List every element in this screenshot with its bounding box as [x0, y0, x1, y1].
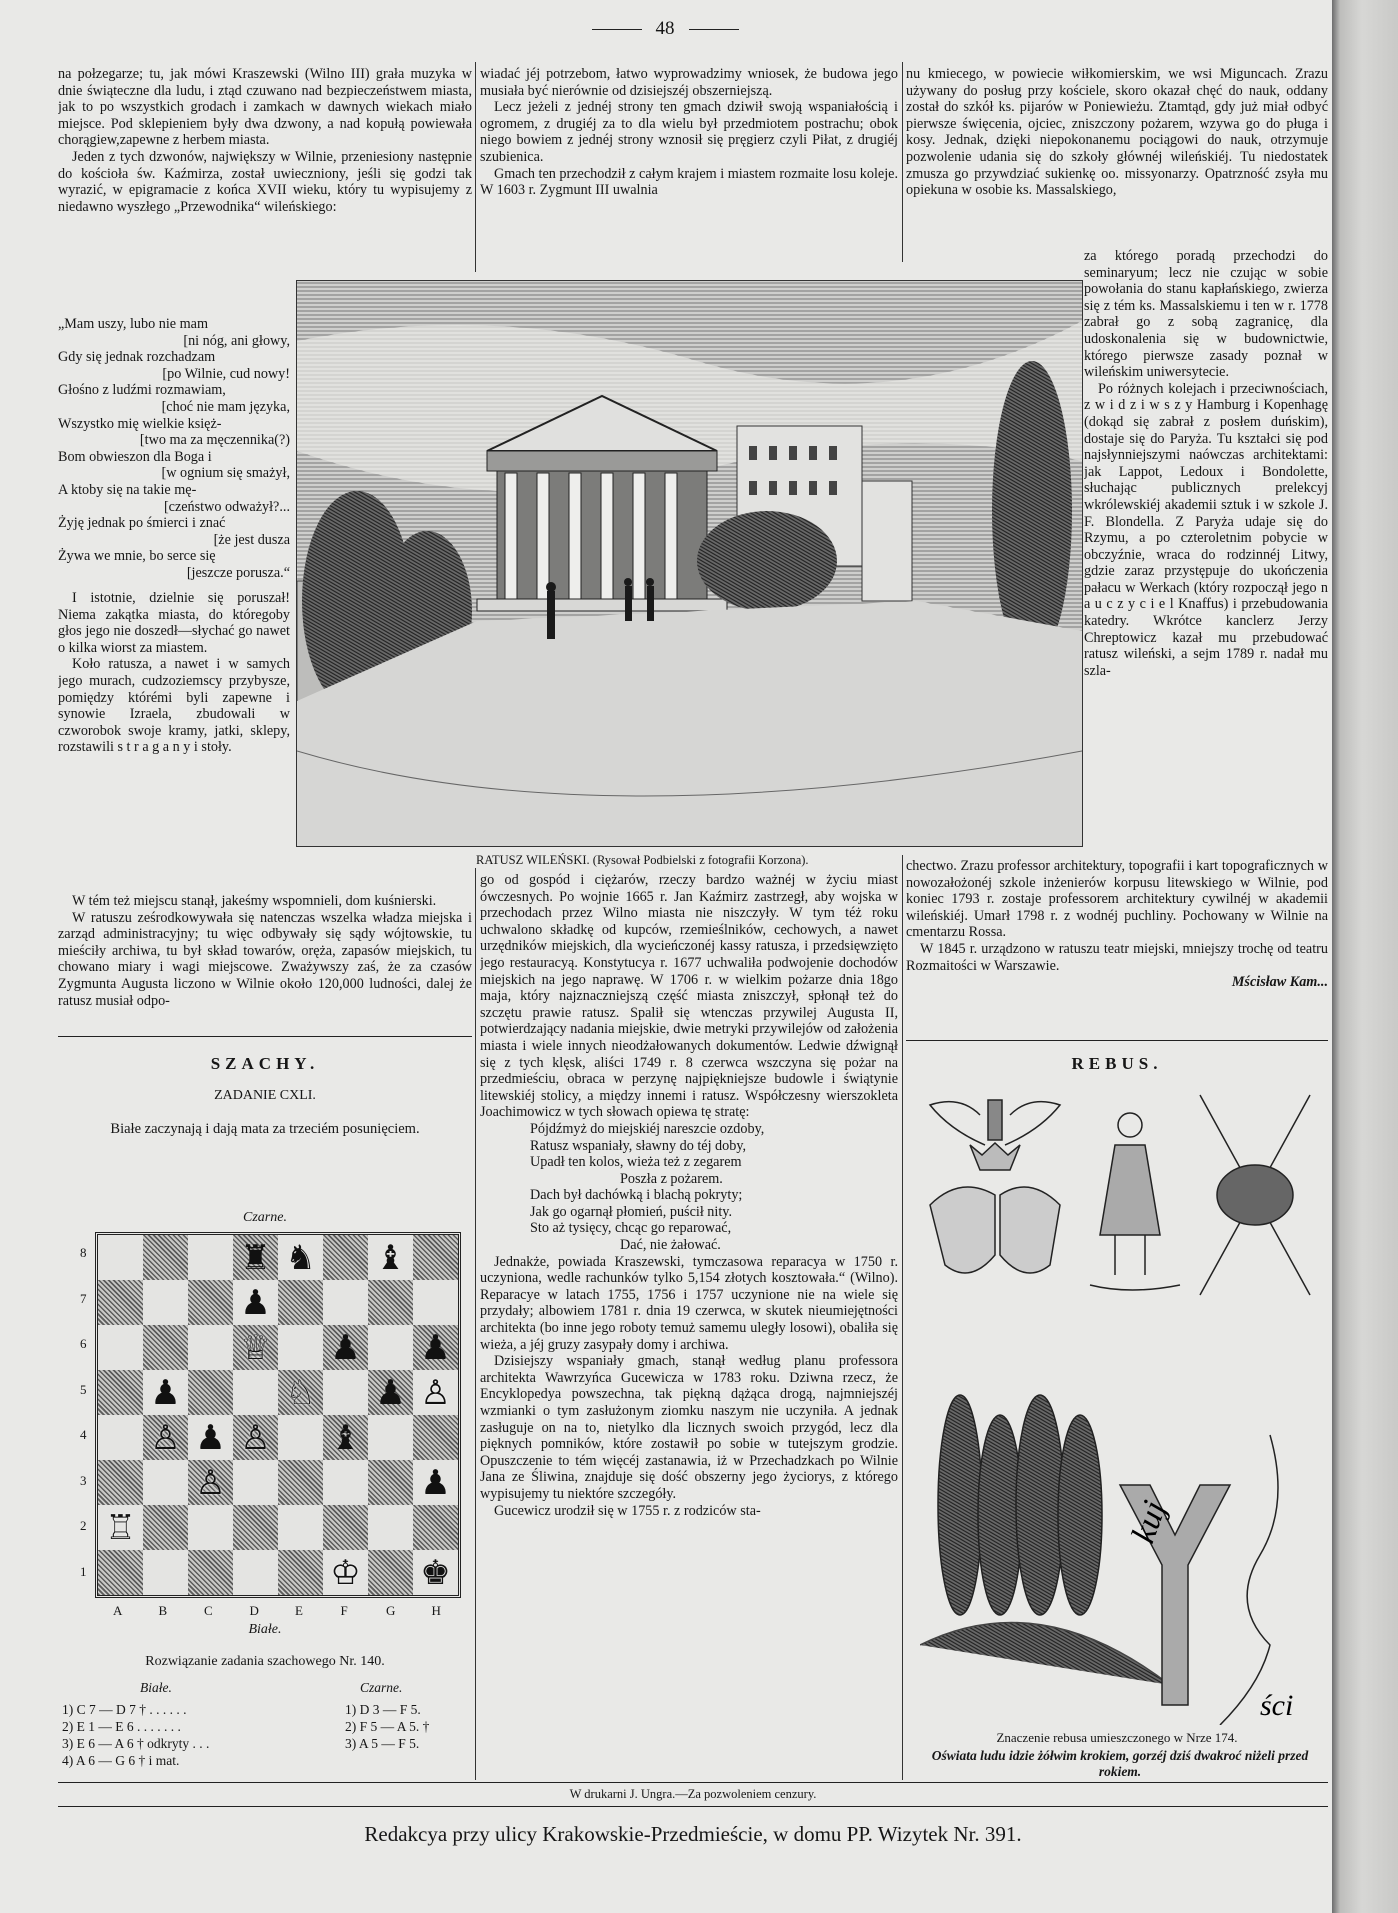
file-label: D — [249, 1603, 259, 1618]
rebus-title: REBUS. — [1071, 1054, 1163, 1073]
poem-line: Ratusz wspaniały, sławny do téj doby, — [530, 1137, 747, 1154]
file-label: E — [295, 1603, 303, 1618]
square-g1 — [368, 1550, 413, 1595]
square-d4 — [233, 1415, 278, 1460]
black-label: Czarne. — [243, 1210, 287, 1225]
square-b2 — [143, 1505, 188, 1550]
col3-narrow — [1084, 248, 1328, 845]
file-label: F — [340, 1603, 348, 1618]
solution-move-black: 2) F 5 — A 5. † — [345, 1719, 430, 1734]
poem-line: [ni nóg, ani głowy, — [183, 332, 290, 349]
paragraph: nu kmiecego, w powiecie wiłkomierskim, we wsi Miguncach. Zrazu używany do posług przy kościele, skoro okazał chęć do nauk, oddany został do szkół ks. pijarów w Poniewieżu. Ztamtąd, gdy już miał odbyć pierwsze święcenia, ojciec, zniszczony pożarem, wzywa go do pługa i kosy. Jednak, dzięki niepokonanemu pociągowi do nauk, otrzymuje pozwolenie udania się do szkoły głównéj wileńskiéj. Tu niedostatek zmusza go przywdziać sukienkę oo. missyonarzy. Opatrzność zsyła mu opiekuna w osobie ks. Massalskiego, — [906, 66, 1328, 199]
paragraph: Dzisiejszy wspaniały gmach, stanął według planu professora architekta Wawrzyńca Gucewicza w 1783 roku. Dziwna rzecz, że Encyklopedya powszechna, tak piękną dążąca drogą, najmniejszéj wzmianki o tym zasłużonym ziomku naszym nie uczyniła. A jednak zasługuje on na to, nietylko dla licznych swoich przygód, lecz dla pięknych pomników, które zostawił po sobie w tutejszym grodzie. Opuszczenie to tém więcéj zastanawia, iż w Przechadzkach po Wilnie Jana ze Śliwina, znajduje się dość obszerny jego życiorys, z którego wypisujemy tu niektóre szczegóły. — [480, 1353, 898, 1502]
square-f3 — [323, 1460, 368, 1505]
square-g2 — [368, 1505, 413, 1550]
square-f2 — [323, 1505, 368, 1550]
white-pawn-icon: ♙ — [240, 1417, 271, 1458]
poem-line: [jeszcze porusza.“ — [186, 564, 290, 581]
col1-bottom — [58, 893, 472, 1033]
square-d2 — [233, 1505, 278, 1550]
square-g7 — [368, 1280, 413, 1325]
solution-move-white: 1) C 7 — D 7 † . . . . . . — [62, 1702, 187, 1717]
square-d5 — [233, 1370, 278, 1415]
black-rook-icon: ♜ — [240, 1237, 271, 1278]
rebus-picture — [920, 1085, 1325, 1725]
black-king-icon: ♚ — [420, 1552, 451, 1593]
section-divider — [906, 1040, 1328, 1041]
paragraph: chectwo. Zrazu professor architektury, topografii i kart topograficznych w nowozałożonéj szkole inżenierów korpusu litewskiego w Wilnie, pod koniec 1793 r. zostaje professorem architektury cywilnéj w akademii wileńskiéj. Umarł 1798 r. z wodnéj puchliny. Pochowany w Wilnie na cmentarzu Rossa. — [906, 858, 1328, 941]
square-b4 — [143, 1415, 188, 1460]
paragraph: Lecz jeżeli z jednéj strony ten gmach dziwił swoją wspaniałością i ogromem, z drugiéj za to dla wielu był przedmiotem postrachu; obok niego bowiem z jednéj strony wznosił się pręgierz czyli Piłat, z drugiéj szubienica. — [480, 99, 898, 165]
square-e8 — [278, 1235, 323, 1280]
square-c7 — [188, 1280, 233, 1325]
square-g5 — [368, 1370, 413, 1415]
file-label: G — [386, 1603, 396, 1618]
poem-line: Pójdźmyż do miejskiéj nareszcie ozdoby, — [530, 1120, 765, 1137]
file-label: H — [431, 1603, 441, 1618]
poem-line: Gdy się jednak rozchadzam — [58, 349, 216, 366]
poem-line: Wszystko mię wielkie księż- — [58, 415, 222, 432]
square-a1 — [98, 1550, 143, 1595]
square-b1 — [143, 1550, 188, 1595]
white-queen-icon: ♕ — [240, 1327, 271, 1368]
solution-move-black: 1) D 3 — F 5. — [345, 1702, 421, 1717]
poem-line: [że jest dusza — [213, 531, 290, 548]
black-bishop-icon: ♝ — [330, 1417, 361, 1458]
square-f8 — [323, 1235, 368, 1280]
square-h1 — [413, 1550, 458, 1595]
square-h3 — [413, 1460, 458, 1505]
square-h8 — [413, 1235, 458, 1280]
illustration-caption: RATUSZ WILEŃSKI. (Rysował Podbielski z fotografii Korzona). — [476, 853, 809, 867]
column-rule — [902, 62, 903, 262]
paragraph: W tém też miejscu stanął, jakeśmy wspomnieli, dom kuśnierski. — [72, 893, 437, 909]
poem-line: [w ognium się smażył, — [161, 465, 290, 482]
crown-eagle-icon — [930, 1100, 1060, 1170]
square-b8 — [143, 1235, 188, 1280]
column-rule — [902, 855, 903, 1780]
square-e5 — [278, 1370, 323, 1415]
paragraph: W 1845 r. urządzono w ratuszu teatr miejski, mniejszy trochę od teatru Rozmaitości w Warszawie. — [906, 940, 1328, 974]
trees-icon — [920, 1395, 1170, 1685]
printer-note: W drukarni J. Ungra.—Za pozwoleniem cenzury. — [569, 1787, 817, 1801]
author-signature: Mścisław Kam... — [1231, 974, 1328, 991]
file-label: B — [158, 1603, 168, 1618]
section-divider — [58, 1036, 472, 1037]
rank-label: 1 — [80, 1563, 87, 1579]
rebus-word-after: ści — [1260, 1689, 1294, 1722]
poem-line: Upadł ten kolos, wieża też z zegarem — [530, 1154, 742, 1171]
white-pawn-icon: ♙ — [420, 1372, 451, 1413]
square-e7 — [278, 1280, 323, 1325]
rank-label: 8 — [80, 1245, 87, 1260]
black-pawn-icon: ♟ — [375, 1372, 406, 1413]
square-d8 — [233, 1235, 278, 1280]
chess-problem-number: ZADANIE CXLI. — [214, 1088, 316, 1103]
white-pawn-icon: ♙ — [150, 1417, 181, 1458]
paragraph: Gmach ten przechodził z całym krajem i miastem rozmaite losu koleje. W 1603 r. Zygmunt III uwalnia — [480, 165, 898, 199]
rebus-word-on-letter: kuj — [1124, 1496, 1174, 1548]
footer-divider — [58, 1806, 1328, 1807]
square-c5 — [188, 1370, 233, 1415]
square-f5 — [323, 1370, 368, 1415]
square-g3 — [368, 1460, 413, 1505]
black-pawn-icon: ♟ — [420, 1327, 451, 1368]
square-f4 — [323, 1415, 368, 1460]
poem-line: Poszła z pożarem. — [620, 1170, 723, 1187]
col2-bottom — [480, 872, 898, 1778]
col3-top — [906, 66, 1328, 248]
square-h4 — [413, 1415, 458, 1460]
paragraph: W ratuszu ześrodkowywała się natenczas wszelka władza miejska i zarząd administracyjny; tu więc odbywały się sądy wójtowskie, tu mieściły archiwa, tu był skład towarów, oręża, zapasów miejskich, tu chowano miary i wagi miejscowe. Zważywszy zaś, że za czasów Zygmunta Augusta liczono w Wilnie około 120,000 ludności, dalej że ratusz musiał odpo- — [58, 909, 472, 1009]
poem-line: [two ma za męczennika(?) — [139, 432, 290, 449]
woman-figure — [1090, 1113, 1180, 1290]
solution-move-black: 3) A 5 — F 5. — [345, 1736, 420, 1751]
column-rule — [475, 868, 476, 1780]
square-c1 — [188, 1550, 233, 1595]
river-map-icon — [1220, 1435, 1278, 1725]
town-hall-engraving — [296, 280, 1083, 847]
white-rook-icon: ♖ — [105, 1507, 136, 1548]
poem-line: Jak go ogarnął płomień, puścił nity. — [530, 1203, 733, 1220]
paragraph: Koło ratusza, a nawet i w samych jego murach, cudzoziemscy przybysze, pomiędzy którémi byli zapewne i synowie Izraela, zbudowali w czworobok swoje kramy, jatki, sklepy, rozstawili s t r a g a n y i stoły. — [58, 656, 290, 756]
solution-move-white: 4) A 6 — G 6 † i mat. — [62, 1753, 180, 1768]
paragraph: go od gospód i ciężarów, rzeczy bardzo ważnéj w życiu miast ówczesnych. Po wojnie 1665 r. Jan Kaźmirz zastrzegł, aby wojska w przechodach przez Wilno miasta nie niszczyły. W tym téż roku uchwalono składkę od kupców, rzemieślników, cechowych, a nawet urzędników miejskich, dla wycieńczonéj kassy ratusza, i przedsięwzięto jego restauracyą. Konstytucya r. 1677 uchwaliła podwojenie dochodów miejskich na jego naprawę. W 1706 r. w wielkim pożarze dnia 18go maja, który najznaczniejszą część miasta zniszczył, spłonął też do szczętu prawie ratusz. Spalił się wtenczas przywilej Augusta II, potwierdzający nadania miejskie, dwie metryki przywilejów od założenia miasta i wiele innych nieodżałowanych dokumentów. Ledwie dźwignął się z tych klęsk, aliści 1749 r. 8 czerwca wszczyna się pożar na przedmieściu, obraca w perzynę najpiękniejsze budowle i świątynie litewskiéj stolicy, a między innemi i ratusz. Współczesny wierszokleta Joachimowicz w tych słowach opiewa tę stratę: — [480, 872, 898, 1121]
black-knight-icon: ♞ — [285, 1237, 316, 1278]
square-g4 — [368, 1415, 413, 1460]
square-a8 — [98, 1235, 143, 1280]
file-label: A — [113, 1603, 123, 1618]
col1-top — [58, 66, 472, 266]
square-h6 — [413, 1325, 458, 1370]
square-d7 — [233, 1280, 278, 1325]
square-f6 — [323, 1325, 368, 1370]
square-c4 — [188, 1415, 233, 1460]
rank-label: 7 — [80, 1290, 87, 1306]
solution-header-black: Czarne. — [360, 1680, 403, 1695]
rebus-answer-title: Znaczenie rebusa umieszczonego w Nrze 174. — [996, 1730, 1238, 1745]
rank-label: 6 — [80, 1336, 87, 1351]
shields-icon — [930, 1187, 1060, 1273]
white-label: Białe. — [248, 1622, 282, 1637]
page-number-text: 48 — [655, 18, 675, 39]
paragraph: za którego poradą przechodzi do seminaryum; lecz nie czując w sobie powołania do stanu kapłańskiego, zwierza się z tém ks. Massalskiemu i ten w r. 1778 zabrał go z sobą zagranicę, dla udoskonalenia się w budownictwie, którego pierwsze zasady poznał w wileńskim uniwersytecie. — [1084, 248, 1328, 381]
poem-line: Głośno z ludźmi rozmawiam, — [58, 382, 226, 399]
square-e1 — [278, 1550, 323, 1595]
poem-line: [choć nie mam języka, — [161, 398, 290, 415]
square-g6 — [368, 1325, 413, 1370]
chess-board — [95, 1232, 461, 1598]
square-e2 — [278, 1505, 323, 1550]
col2-top — [480, 66, 898, 266]
square-h2 — [413, 1505, 458, 1550]
rank-label: 2 — [80, 1518, 87, 1533]
square-e3 — [278, 1460, 323, 1505]
square-f7 — [323, 1280, 368, 1325]
poem-line: Dach był dachówką i blachą pokryty; — [530, 1187, 743, 1204]
poem-line: „Mam uszy, lubo nie mam — [58, 316, 208, 332]
rebus-answer: Oświata ludu idzie żółwim krokiem, gorzéj dziś dwakroć niżeli przed rokiem. — [931, 1748, 1309, 1779]
joachimowicz-poem — [480, 1121, 898, 1254]
square-e4 — [278, 1415, 323, 1460]
square-a6 — [98, 1325, 143, 1370]
paragraph: Jeden z tych dzwonów, największy w Wilnie, przeniesiony następnie do kościoła św. Kaźmirza, został uwieczniony, jeśli się godzi tak wyrazić, w epigramacie z końca XVII wieku, który tu wypisujemy z niedawno wyszłego „Przewodnika“ wileńskiego: — [58, 148, 472, 215]
paragraph: I istotnie, dzielnie się poruszał! Niema zakątka miasta, do któregoby głos jego nie doszedł—słychać go nawet o kilka wiorst za miastem. — [58, 590, 290, 656]
black-bishop-icon: ♝ — [375, 1237, 406, 1278]
square-a4 — [98, 1415, 143, 1460]
crossed-arrows-pan-icon — [1200, 1095, 1310, 1295]
black-pawn-icon: ♟ — [240, 1282, 271, 1323]
square-c8 — [188, 1235, 233, 1280]
rank-label: 5 — [80, 1381, 87, 1397]
col3-bottom — [906, 858, 1328, 1008]
poem-line: Żywa we mnie, bo serce się — [58, 548, 216, 565]
square-a3 — [98, 1460, 143, 1505]
square-g8 — [368, 1235, 413, 1280]
solution-header-white: Białe. — [140, 1680, 172, 1695]
col1-narrow — [58, 590, 290, 880]
square-b6 — [143, 1325, 188, 1370]
square-c2 — [188, 1505, 233, 1550]
paragraph: Jednakże, powiada Kraszewski, tymczasowa reparacya w 1750 r. uczyniona, wedle rachunków tylko 5,154 złotych kosztowała.“ (Wilno). Reparacye w latach 1755, 1756 i 1757 uczynione nie na wiele się przydały; albowiem 1781 r. dnia 19 czerwca, w skutek nieumiejętności architekta (bo inne jego roboty temuż samemu uległy losowi), obaliła się wieża, a jéj gruzy zasypały domy i archiwa. — [480, 1253, 898, 1353]
square-c3 — [188, 1460, 233, 1505]
square-h7 — [413, 1280, 458, 1325]
paragraph: na połzegarze; tu, jak mówi Kraszewski (Wilno III) grała muzyka w dnie świąteczne dla ludu, i ztąd czuwano nad bezpieczeństwem miasta, jak to po wszystkich grodach i zamkach w dawnych wiekach miało miejsce. Pod sklepieniem były dwa dzwony, a nad kopułą powiewała chorągiew,zapewne z herbem miasta. — [58, 66, 472, 149]
square-h5 — [413, 1370, 458, 1415]
poem-line: A ktoby się na takie mę- — [58, 481, 197, 498]
square-a2 — [98, 1505, 143, 1550]
footer-divider — [58, 1782, 1328, 1783]
adjacent-page-edge — [1332, 0, 1398, 1913]
square-c6 — [188, 1325, 233, 1370]
epigram-poem — [58, 316, 290, 582]
column-rule — [475, 62, 476, 272]
solution-move-white: 2) E 1 — E 6 . . . . . . . — [62, 1719, 181, 1734]
poem-line: Bom obwieszon dla Boga i — [58, 448, 212, 465]
square-e6 — [278, 1325, 323, 1370]
black-pawn-icon: ♟ — [330, 1327, 361, 1368]
square-b7 — [143, 1280, 188, 1325]
square-b3 — [143, 1460, 188, 1505]
black-pawn-icon: ♟ — [195, 1417, 226, 1458]
square-f1 — [323, 1550, 368, 1595]
paragraph: Po różnych kolejach i przeciwnościach, z w i d z i w s z y Hamburg i Kopenhagę (dokąd się zabrał z posłem duńskim), dostaje się do Paryża. Tu kształci się pod najsłynniejszymi naówczas architektami: jak Lappot, Ledoux i Bondolette, słuchając publicznych prelekcyj wkrólewskiéj akademii sztuk i w szkole J. F. Blondella. Z Paryża udaje się do Rzymu, a po czteroletnim pobycie w obczyźnie, wraca do rodzinnéj Litwy, gdzie zaraz przystępuje do ukończenia pałacu w Werkach (który rozpoczął jego n a u c z y c i e l Knaffus) i przebudowania katedry. Wkrótce kanclerz Jerzy Chreptowicz kazał mu przebudować ratusz wileński, a sejm 1789 r. nadał mu szla- — [1084, 380, 1328, 679]
paragraph: Gucewicz urodził się w 1755 r. z rodziców sta- — [494, 1502, 761, 1519]
black-pawn-icon: ♟ — [420, 1462, 451, 1503]
square-d6 — [233, 1325, 278, 1370]
chess-task: Białe zaczynają i dają mata za trzeciém posunięciem. — [110, 1121, 420, 1137]
paragraph: wiadać jéj potrzebom, łatwo wyprowadzimy wniosek, że budowa jego musiała być nierównie od dzisiejszéj obszerniejszą. — [480, 66, 898, 99]
solution-move-white: 3) E 6 — A 6 † odkryty . . . — [62, 1736, 210, 1751]
rank-label: 3 — [80, 1472, 87, 1488]
white-king-icon: ♔ — [330, 1552, 361, 1593]
black-pawn-icon: ♟ — [150, 1372, 181, 1413]
poem-line: Sto aż tysięcy, chcąc go reparować, — [530, 1220, 732, 1237]
white-pawn-icon: ♙ — [195, 1462, 226, 1503]
poem-line: [czeństwo odważył?... — [163, 498, 290, 515]
page-number — [0, 18, 1330, 40]
poem-line: [po Wilnie, cud nowy! — [162, 365, 290, 382]
square-d1 — [233, 1550, 278, 1595]
square-d3 — [233, 1460, 278, 1505]
square-b5 — [143, 1370, 188, 1415]
editorial-address: Redakcya przy ulicy Krakowskie-Przedmieście, w domu PP. Wizytek Nr. 391. — [364, 1822, 1022, 1846]
poem-line: Dać, nie żałować. — [620, 1237, 721, 1254]
square-a7 — [98, 1280, 143, 1325]
file-label: C — [204, 1603, 213, 1618]
white-knight-icon: ♘ — [285, 1372, 316, 1413]
rank-label: 4 — [80, 1427, 87, 1442]
square-a5 — [98, 1370, 143, 1415]
poem-line: Żyję jednak po śmierci i znać — [58, 515, 226, 532]
chess-title: SZACHY. — [210, 1054, 320, 1073]
solution-title: Rozwiązanie zadania szachowego Nr. 140. — [145, 1654, 385, 1669]
